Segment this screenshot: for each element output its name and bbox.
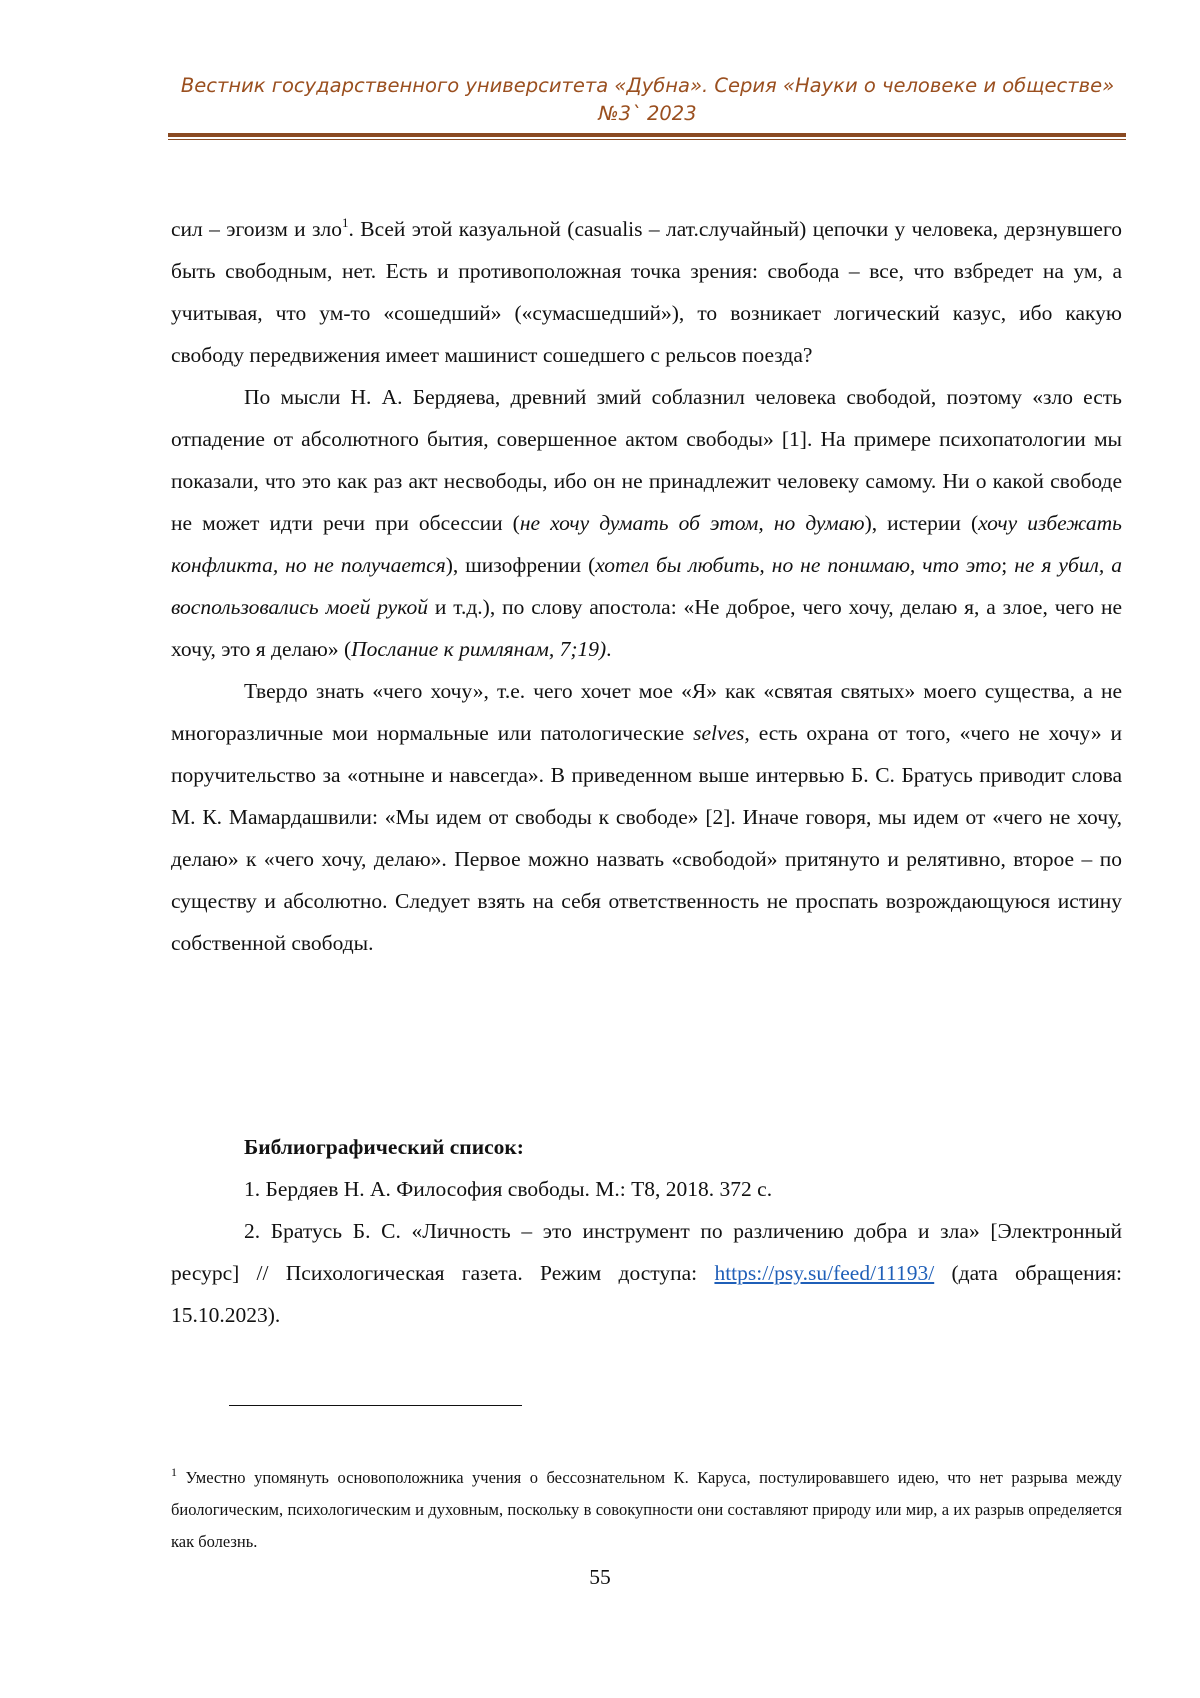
bibliography-item: 2. Братусь Б. С. «Личность – это инструмент по различению добра и зла» [Электронный ресурс] // Психологическая газета. Режим доступа: https://psy.su/feed/11193/ (дата обращения: 15.10.2023). — [171, 1210, 1122, 1336]
paragraph: Твердо знать «чего хочу», т.е. чего хочет мое «Я» как «святая святых» моего существа, а не многоразличные мои нормальные или патологические selves, есть охрана от того, «чего не хочу» и поручительство за «отныне и навсегда». В приведенном выше интервью Б. С. Братусь приводит слова М. К. Мамардашвили: «Мы идем от свободы к свободе» [2]. Иначе говоря, мы идем от «чего не хочу, делаю» к «чего хочу, делаю». Первое можно назвать «свободой» притянуто и релятивно, второе – по существу и абсолютно. Следует взять на себя ответственность не проспать возрождающуюся истину собственной свободы. — [171, 670, 1122, 964]
running-header — [170, 72, 1125, 128]
footnote-mark: 1 — [171, 1465, 177, 1479]
header-journal-title: Вестник государственного университета «Дубна». Серия «Науки о человеке и обществе» — [170, 72, 1125, 100]
paragraph: сил – эгоизм и зло1. Всей этой казуальной (casualis – лат.случайный) цепочки у человека, дерзнувшего быть свободным, нет. Есть и противоположная точка зрения: свобода – все, что взбредет на ум, а учитывая, что ум-то «сошедший» («сумасшедший»), то возникает логический казус, ибо какую свободу передвижения имеет машинист сошедшего с рельсов поезда? — [171, 208, 1122, 376]
paragraph: По мысли Н. А. Бердяева, древний змий соблазнил человека свободой, поэтому «зло есть отпадение от абсолютного бытия, совершенное актом свободы» [1]. На примере психопатологии мы показали, что это как раз акт несвободы, ибо он не принадлежит человеку самому. Ни о какой свободе не может идти речи при обсессии (не хочу думать об этом, но думаю), истерии (хочу избежать конфликта, но не получается), шизофрении (хотел бы любить, но не понимаю, что это; не я убил, а воспользовались моей рукой и т.д.), по слову апостола: «Не доброе, чего хочу, делаю я, а злое, чего не хочу, это я делаю» (Послание к римлянам, 7;19). — [171, 376, 1122, 670]
bibliography — [171, 1126, 1122, 1336]
header-rule — [168, 133, 1126, 140]
reference-link[interactable]: https://psy.su/feed/11193/ — [714, 1261, 934, 1285]
footnote: 1 Уместно упомянуть основоположника учения о бессознательном К. Каруса, постулировавшего идею, что нет разрыва между биологическим, психологическим и духовным, поскольку в совокупности они составляют природу или мир, а их разрыв определяется как болезнь. — [171, 1462, 1122, 1558]
page-number: 55 — [0, 1565, 1200, 1590]
footnote-separator — [229, 1405, 522, 1406]
header-issue: №3` 2023 — [170, 100, 1125, 128]
bibliography-item: 1. Бердяев Н. А. Философия свободы. М.: Т8, 2018. 372 с. — [171, 1168, 1122, 1210]
footnote-ref[interactable]: 1 — [342, 215, 349, 230]
bibliography-title: Библиографический список: — [171, 1126, 1122, 1168]
article-body — [171, 208, 1122, 964]
